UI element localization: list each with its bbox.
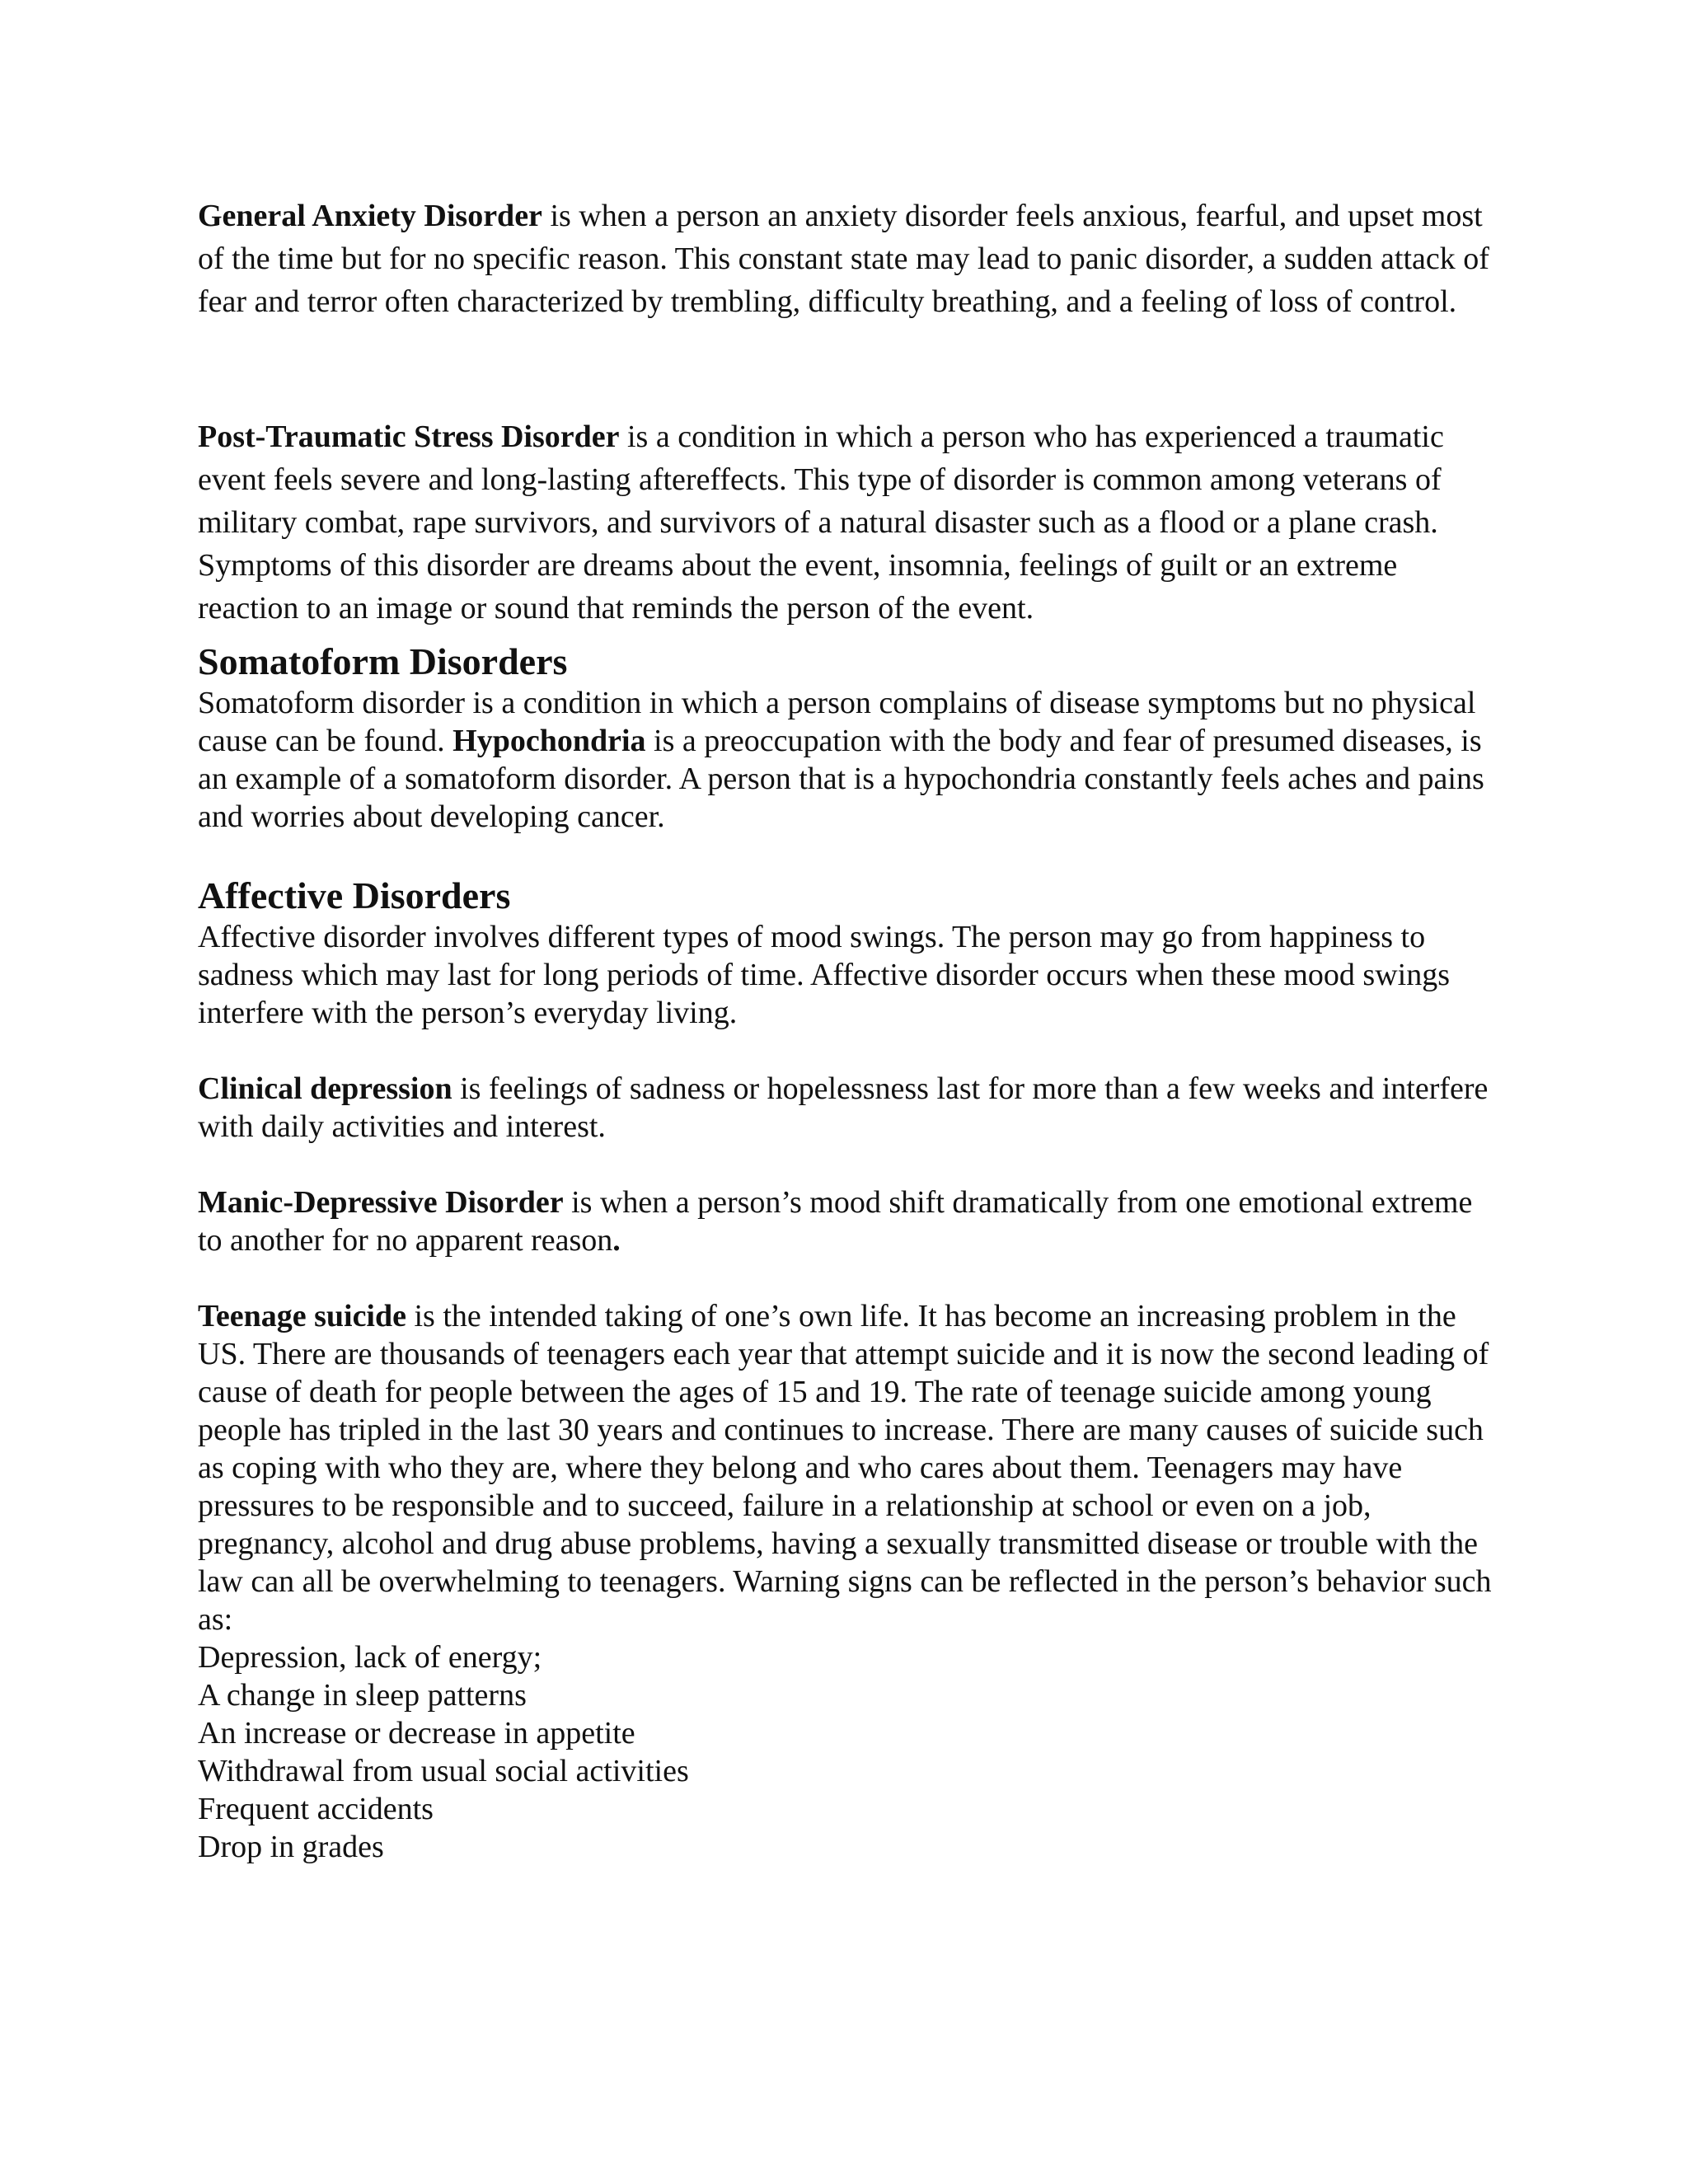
affective-paragraph: Affective disorder involves different types of mood swings. The person may go from happiness to sadness which may last for long periods of time. Affective disorder occurs when these mood swings interfere with the person’s everyday living. (198, 920, 1450, 1030)
warning-signs-list (198, 1638, 1500, 1866)
manic-depressive-end: . (612, 1223, 621, 1258)
list-item: A change in sleep patterns (198, 1678, 527, 1713)
list-item: Withdrawal from usual social activities (198, 1754, 689, 1788)
teenage-suicide-paragraph (198, 1297, 1500, 1638)
somatoform-text-after: is a preoccupation with the body and fear of presumed diseases, is an example of a somatoform disorder. A person that is a hypochondria constantly feels aches and pains and worries about developing cancer. (198, 724, 1484, 834)
ptsd-term: Post-Traumatic Stress Disorder (198, 419, 620, 454)
gad-term: General Anxiety Disorder (198, 199, 542, 233)
somatoform-heading: Somatoform Disorders (198, 640, 568, 682)
document-page (198, 194, 1500, 1866)
teenage-suicide-text: is the intended taking of one’s own life. It has become an increasing problem in the US. There are thousands of teenagers each year that attempt suicide and it is now the second leading of cause of death for people between the ages of 15 and 19. The rate of teenage suicide among young people has tripled in the last 30 years and continues to increase. There are many causes of suicide such as coping with who they are, where they belong and who cares about them. Teenagers may have pressures to be responsible and to succeed, failure in a relationship at school or even on a job, pregnancy, alcohol and drug abuse problems, having a sexually transmitted disease or trouble with the law can all be overwhelming to teenagers. Warning signs can be reflected in the person’s behavior such as: (198, 1299, 1492, 1637)
list-item: Frequent accidents (198, 1792, 434, 1826)
list-item: Depression, lack of energy; (198, 1640, 542, 1675)
affective-heading: Affective Disorders (198, 874, 511, 916)
list-item: An increase or decrease in appetite (198, 1716, 635, 1750)
manic-depressive-text: is when a person’s mood shift dramatically from one emotional extreme to another for no apparent reason (198, 1185, 1473, 1258)
clinical-depression-term: Clinical depression (198, 1071, 452, 1106)
manic-depressive-paragraph (198, 1183, 1500, 1259)
clinical-depression-paragraph (198, 1070, 1500, 1146)
ptsd-text: is a condition in which a person who has experienced a traumatic event feels severe and long-lasting aftereffects. This type of disorder is common among veterans of military combat, rape survivors, and survivors of a natural disaster such as a flood or a plane crash. Symptoms of this disorder are dreams about the event, insomnia, feelings of guilt or an extreme reaction to an image or sound that reminds the person of the event. (198, 419, 1444, 626)
list-item: Drop in grades (198, 1830, 384, 1864)
hypochondria-term: Hypochondria (452, 724, 646, 758)
somatoform-paragraph (198, 684, 1500, 836)
gad-paragraph (198, 194, 1500, 323)
teenage-suicide-term: Teenage suicide (198, 1299, 406, 1333)
ptsd-paragraph (198, 415, 1500, 630)
somatoform-text-before: Somatoform disorder is a condition in which a person complains of disease symptoms but no physical cause can be found. (198, 686, 1476, 758)
manic-depressive-term: Manic-Depressive Disorder (198, 1185, 564, 1220)
gad-text: is when a person an anxiety disorder feels anxious, fearful, and upset most of the time but for no specific reason. This constant state may lead to panic disorder, a sudden attack of fear and terror often characterized by trembling, difficulty breathing, and a feeling of loss of control. (198, 199, 1489, 319)
clinical-depression-text: is feelings of sadness or hopelessness last for more than a few weeks and interfere with daily activities and interest. (198, 1071, 1489, 1144)
